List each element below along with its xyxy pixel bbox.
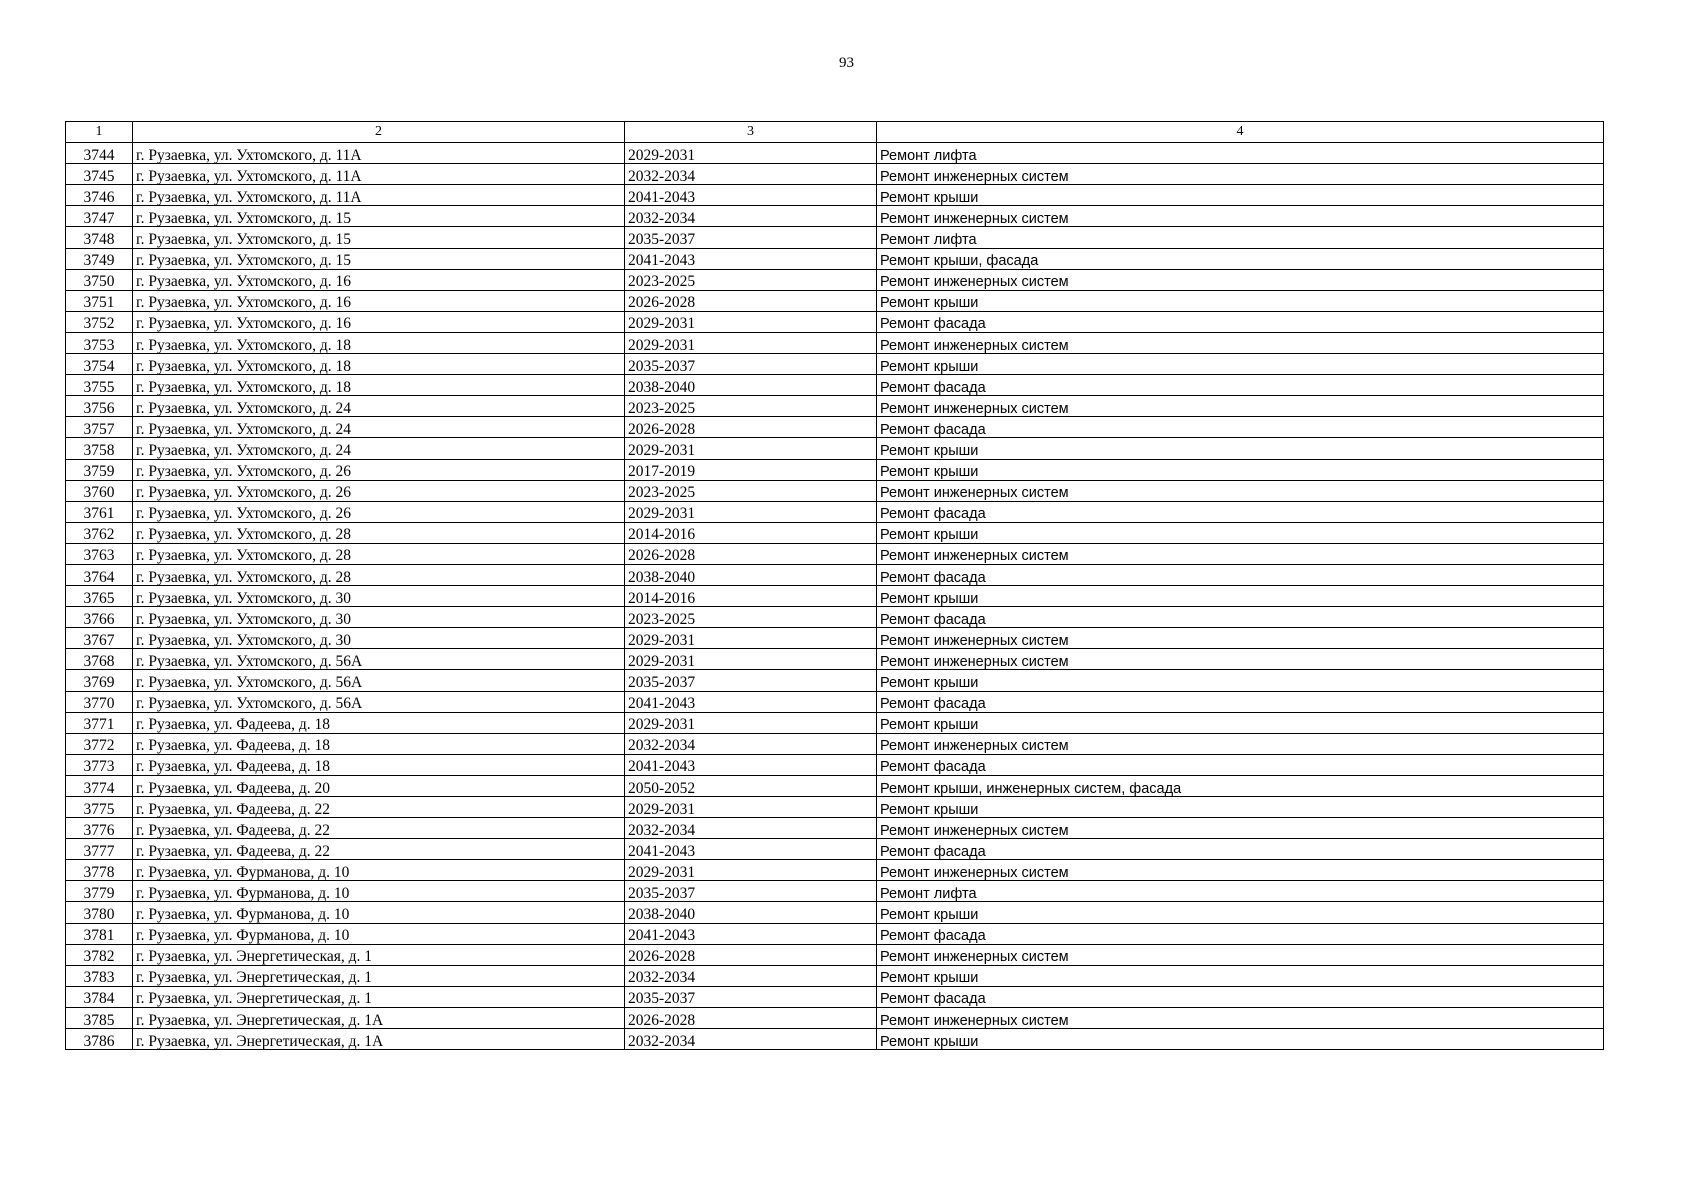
table-row xyxy=(66,670,1604,691)
row-number: 3770 xyxy=(66,691,133,712)
row-work-type: Ремонт крыши xyxy=(877,185,1604,206)
row-work-type: Ремонт крыши xyxy=(877,459,1604,480)
row-period: 2029-2031 xyxy=(625,438,877,459)
row-work-type: Ремонт лифта xyxy=(877,227,1604,248)
row-work-type: Ремонт фасада xyxy=(877,564,1604,585)
row-work-type: Ремонт крыши xyxy=(877,797,1604,818)
row-period: 2023-2025 xyxy=(625,480,877,501)
row-number: 3745 xyxy=(66,164,133,185)
table-row xyxy=(66,185,1604,206)
table-row xyxy=(66,754,1604,775)
row-address: г. Рузаевка, ул. Ухтомского, д. 16 xyxy=(133,290,625,311)
table-row xyxy=(66,564,1604,585)
row-address: г. Рузаевка, ул. Энергетическая, д. 1 xyxy=(133,965,625,986)
table-row xyxy=(66,649,1604,670)
row-address: г. Рузаевка, ул. Ухтомского, д. 11А xyxy=(133,164,625,185)
row-work-type: Ремонт фасада xyxy=(877,375,1604,396)
row-number: 3774 xyxy=(66,775,133,796)
row-period: 2014-2016 xyxy=(625,522,877,543)
row-number: 3758 xyxy=(66,438,133,459)
row-work-type: Ремонт инженерных систем xyxy=(877,269,1604,290)
table-row xyxy=(66,712,1604,733)
row-number: 3756 xyxy=(66,396,133,417)
row-work-type: Ремонт инженерных систем xyxy=(877,649,1604,670)
table-row xyxy=(66,839,1604,860)
table-row xyxy=(66,417,1604,438)
row-period: 2023-2025 xyxy=(625,607,877,628)
row-work-type: Ремонт крыши xyxy=(877,670,1604,691)
row-number: 3761 xyxy=(66,501,133,522)
row-work-type: Ремонт фасада xyxy=(877,311,1604,332)
row-number: 3749 xyxy=(66,248,133,269)
row-address: г. Рузаевка, ул. Ухтомского, д. 28 xyxy=(133,522,625,543)
row-address: г. Рузаевка, ул. Фадеева, д. 20 xyxy=(133,775,625,796)
row-address: г. Рузаевка, ул. Энергетическая, д. 1А xyxy=(133,1007,625,1028)
table-row xyxy=(66,1029,1604,1050)
row-work-type: Ремонт крыши, инженерных систем, фасада xyxy=(877,775,1604,796)
row-period: 2032-2034 xyxy=(625,965,877,986)
row-number: 3747 xyxy=(66,206,133,227)
row-address: г. Рузаевка, ул. Ухтомского, д. 16 xyxy=(133,311,625,332)
row-work-type: Ремонт инженерных систем xyxy=(877,818,1604,839)
table-row xyxy=(66,227,1604,248)
table-body xyxy=(66,143,1604,1050)
row-address: г. Рузаевка, ул. Ухтомского, д. 11А xyxy=(133,185,625,206)
row-number: 3783 xyxy=(66,965,133,986)
row-period: 2029-2031 xyxy=(625,628,877,649)
row-number: 3769 xyxy=(66,670,133,691)
row-number: 3765 xyxy=(66,586,133,607)
row-number: 3767 xyxy=(66,628,133,649)
row-work-type: Ремонт крыши xyxy=(877,438,1604,459)
row-number: 3755 xyxy=(66,375,133,396)
row-period: 2026-2028 xyxy=(625,543,877,564)
table-row xyxy=(66,944,1604,965)
row-work-type: Ремонт лифта xyxy=(877,881,1604,902)
row-period: 2041-2043 xyxy=(625,185,877,206)
row-work-type: Ремонт крыши xyxy=(877,965,1604,986)
row-address: г. Рузаевка, ул. Ухтомского, д. 28 xyxy=(133,564,625,585)
row-number: 3766 xyxy=(66,607,133,628)
row-period: 2029-2031 xyxy=(625,143,877,164)
row-work-type: Ремонт крыши xyxy=(877,586,1604,607)
row-period: 2017-2019 xyxy=(625,459,877,480)
row-period: 2032-2034 xyxy=(625,818,877,839)
row-period: 2041-2043 xyxy=(625,839,877,860)
repair-schedule-table xyxy=(65,121,1604,1050)
row-address: г. Рузаевка, ул. Ухтомского, д. 11А xyxy=(133,143,625,164)
table-row xyxy=(66,269,1604,290)
row-period: 2041-2043 xyxy=(625,754,877,775)
table-row xyxy=(66,860,1604,881)
row-work-type: Ремонт фасада xyxy=(877,501,1604,522)
row-address: г. Рузаевка, ул. Ухтомского, д. 18 xyxy=(133,332,625,353)
table-row xyxy=(66,1007,1604,1028)
row-address: г. Рузаевка, ул. Ухтомского, д. 30 xyxy=(133,607,625,628)
row-address: г. Рузаевка, ул. Фурманова, д. 10 xyxy=(133,902,625,923)
row-address: г. Рузаевка, ул. Ухтомского, д. 26 xyxy=(133,501,625,522)
row-period: 2038-2040 xyxy=(625,902,877,923)
row-work-type: Ремонт инженерных систем xyxy=(877,480,1604,501)
row-number: 3768 xyxy=(66,649,133,670)
row-period: 2041-2043 xyxy=(625,923,877,944)
row-number: 3785 xyxy=(66,1007,133,1028)
header-col-4: 4 xyxy=(877,122,1604,143)
table-row xyxy=(66,902,1604,923)
row-address: г. Рузаевка, ул. Фадеева, д. 22 xyxy=(133,839,625,860)
row-address: г. Рузаевка, ул. Ухтомского, д. 15 xyxy=(133,206,625,227)
table-row xyxy=(66,923,1604,944)
row-period: 2035-2037 xyxy=(625,227,877,248)
row-work-type: Ремонт фасада xyxy=(877,923,1604,944)
row-period: 2032-2034 xyxy=(625,1029,877,1050)
row-work-type: Ремонт лифта xyxy=(877,143,1604,164)
row-address: г. Рузаевка, ул. Ухтомского, д. 15 xyxy=(133,248,625,269)
row-address: г. Рузаевка, ул. Фадеева, д. 18 xyxy=(133,733,625,754)
row-period: 2029-2031 xyxy=(625,797,877,818)
row-work-type: Ремонт инженерных систем xyxy=(877,164,1604,185)
row-work-type: Ремонт инженерных систем xyxy=(877,206,1604,227)
row-work-type: Ремонт фасада xyxy=(877,607,1604,628)
row-period: 2029-2031 xyxy=(625,860,877,881)
row-work-type: Ремонт фасада xyxy=(877,839,1604,860)
table-row xyxy=(66,818,1604,839)
row-period: 2041-2043 xyxy=(625,691,877,712)
row-period: 2023-2025 xyxy=(625,396,877,417)
table-row xyxy=(66,797,1604,818)
row-address: г. Рузаевка, ул. Ухтомского, д. 24 xyxy=(133,438,625,459)
row-period: 2014-2016 xyxy=(625,586,877,607)
row-period: 2026-2028 xyxy=(625,417,877,438)
row-address: г. Рузаевка, ул. Фадеева, д. 22 xyxy=(133,818,625,839)
table-row xyxy=(66,332,1604,353)
row-number: 3786 xyxy=(66,1029,133,1050)
table-row xyxy=(66,143,1604,164)
table-row xyxy=(66,480,1604,501)
row-number: 3748 xyxy=(66,227,133,248)
table-row xyxy=(66,733,1604,754)
row-work-type: Ремонт фасада xyxy=(877,754,1604,775)
row-work-type: Ремонт крыши xyxy=(877,522,1604,543)
table-row xyxy=(66,396,1604,417)
row-number: 3781 xyxy=(66,923,133,944)
row-number: 3764 xyxy=(66,564,133,585)
table-row xyxy=(66,311,1604,332)
row-number: 3763 xyxy=(66,543,133,564)
table-row xyxy=(66,986,1604,1007)
row-period: 2029-2031 xyxy=(625,311,877,332)
row-period: 2032-2034 xyxy=(625,206,877,227)
table-row xyxy=(66,522,1604,543)
table-row xyxy=(66,248,1604,269)
row-number: 3779 xyxy=(66,881,133,902)
row-number: 3754 xyxy=(66,354,133,375)
row-period: 2032-2034 xyxy=(625,164,877,185)
table-row xyxy=(66,354,1604,375)
row-number: 3760 xyxy=(66,480,133,501)
table-row xyxy=(66,965,1604,986)
row-address: г. Рузаевка, ул. Ухтомского, д. 28 xyxy=(133,543,625,564)
table-row xyxy=(66,881,1604,902)
row-address: г. Рузаевка, ул. Ухтомского, д. 16 xyxy=(133,269,625,290)
row-number: 3762 xyxy=(66,522,133,543)
row-period: 2026-2028 xyxy=(625,290,877,311)
row-address: г. Рузаевка, ул. Ухтомского, д. 56А xyxy=(133,649,625,670)
row-number: 3746 xyxy=(66,185,133,206)
table-row xyxy=(66,586,1604,607)
row-work-type: Ремонт крыши xyxy=(877,712,1604,733)
row-work-type: Ремонт инженерных систем xyxy=(877,628,1604,649)
table-row xyxy=(66,438,1604,459)
row-address: г. Рузаевка, ул. Ухтомского, д. 26 xyxy=(133,459,625,480)
row-period: 2029-2031 xyxy=(625,712,877,733)
row-work-type: Ремонт инженерных систем xyxy=(877,944,1604,965)
row-work-type: Ремонт крыши, фасада xyxy=(877,248,1604,269)
header-row xyxy=(66,122,1604,143)
row-address: г. Рузаевка, ул. Ухтомского, д. 24 xyxy=(133,417,625,438)
row-number: 3752 xyxy=(66,311,133,332)
row-work-type: Ремонт инженерных систем xyxy=(877,1007,1604,1028)
row-period: 2029-2031 xyxy=(625,501,877,522)
row-address: г. Рузаевка, ул. Энергетическая, д. 1 xyxy=(133,986,625,1007)
row-period: 2026-2028 xyxy=(625,1007,877,1028)
row-period: 2032-2034 xyxy=(625,733,877,754)
row-number: 3782 xyxy=(66,944,133,965)
row-work-type: Ремонт фасада xyxy=(877,691,1604,712)
table-row xyxy=(66,691,1604,712)
row-work-type: Ремонт инженерных систем xyxy=(877,396,1604,417)
row-period: 2029-2031 xyxy=(625,649,877,670)
row-number: 3757 xyxy=(66,417,133,438)
row-address: г. Рузаевка, ул. Ухтомского, д. 56А xyxy=(133,670,625,691)
row-address: г. Рузаевка, ул. Фадеева, д. 18 xyxy=(133,712,625,733)
row-work-type: Ремонт крыши xyxy=(877,902,1604,923)
row-address: г. Рузаевка, ул. Фурманова, д. 10 xyxy=(133,881,625,902)
row-number: 3780 xyxy=(66,902,133,923)
row-number: 3777 xyxy=(66,839,133,860)
row-period: 2050-2052 xyxy=(625,775,877,796)
row-address: г. Рузаевка, ул. Фурманова, д. 10 xyxy=(133,860,625,881)
row-address: г. Рузаевка, ул. Фадеева, д. 22 xyxy=(133,797,625,818)
row-number: 3751 xyxy=(66,290,133,311)
page-number: 93 xyxy=(839,55,854,71)
row-number: 3773 xyxy=(66,754,133,775)
row-work-type: Ремонт крыши xyxy=(877,1029,1604,1050)
row-number: 3776 xyxy=(66,818,133,839)
row-number: 3771 xyxy=(66,712,133,733)
row-address: г. Рузаевка, ул. Ухтомского, д. 26 xyxy=(133,480,625,501)
row-address: г. Рузаевка, ул. Ухтомского, д. 24 xyxy=(133,396,625,417)
row-number: 3775 xyxy=(66,797,133,818)
row-work-type: Ремонт инженерных систем xyxy=(877,733,1604,754)
table-row xyxy=(66,775,1604,796)
row-period: 2023-2025 xyxy=(625,269,877,290)
row-period: 2035-2037 xyxy=(625,986,877,1007)
row-number: 3784 xyxy=(66,986,133,1007)
row-work-type: Ремонт фасада xyxy=(877,417,1604,438)
row-number: 3753 xyxy=(66,332,133,353)
row-period: 2038-2040 xyxy=(625,375,877,396)
row-address: г. Рузаевка, ул. Фадеева, д. 18 xyxy=(133,754,625,775)
row-address: г. Рузаевка, ул. Ухтомского, д. 30 xyxy=(133,586,625,607)
table-row xyxy=(66,164,1604,185)
row-work-type: Ремонт инженерных систем xyxy=(877,543,1604,564)
table-row xyxy=(66,501,1604,522)
row-address: г. Рузаевка, ул. Ухтомского, д. 56А xyxy=(133,691,625,712)
row-address: г. Рузаевка, ул. Ухтомского, д. 15 xyxy=(133,227,625,248)
table-row xyxy=(66,459,1604,480)
header-col-3: 3 xyxy=(625,122,877,143)
table-row xyxy=(66,206,1604,227)
row-period: 2029-2031 xyxy=(625,332,877,353)
row-address: г. Рузаевка, ул. Фурманова, д. 10 xyxy=(133,923,625,944)
row-address: г. Рузаевка, ул. Ухтомского, д. 18 xyxy=(133,375,625,396)
row-address: г. Рузаевка, ул. Энергетическая, д. 1 xyxy=(133,944,625,965)
row-address: г. Рузаевка, ул. Ухтомского, д. 30 xyxy=(133,628,625,649)
row-number: 3778 xyxy=(66,860,133,881)
table-row xyxy=(66,607,1604,628)
row-work-type: Ремонт фасада xyxy=(877,986,1604,1007)
table-row xyxy=(66,543,1604,564)
row-period: 2035-2037 xyxy=(625,670,877,691)
row-period: 2038-2040 xyxy=(625,564,877,585)
row-work-type: Ремонт крыши xyxy=(877,354,1604,375)
row-number: 3772 xyxy=(66,733,133,754)
header-col-1: 1 xyxy=(66,122,133,143)
row-work-type: Ремонт крыши xyxy=(877,290,1604,311)
row-work-type: Ремонт инженерных систем xyxy=(877,860,1604,881)
row-period: 2035-2037 xyxy=(625,354,877,375)
row-number: 3744 xyxy=(66,143,133,164)
row-period: 2035-2037 xyxy=(625,881,877,902)
header-col-2: 2 xyxy=(133,122,625,143)
table-row xyxy=(66,628,1604,649)
row-period: 2041-2043 xyxy=(625,248,877,269)
row-address: г. Рузаевка, ул. Ухтомского, д. 18 xyxy=(133,354,625,375)
row-number: 3759 xyxy=(66,459,133,480)
row-number: 3750 xyxy=(66,269,133,290)
row-period: 2026-2028 xyxy=(625,944,877,965)
row-address: г. Рузаевка, ул. Энергетическая, д. 1А xyxy=(133,1029,625,1050)
table-row xyxy=(66,375,1604,396)
table-row xyxy=(66,290,1604,311)
row-work-type: Ремонт инженерных систем xyxy=(877,332,1604,353)
